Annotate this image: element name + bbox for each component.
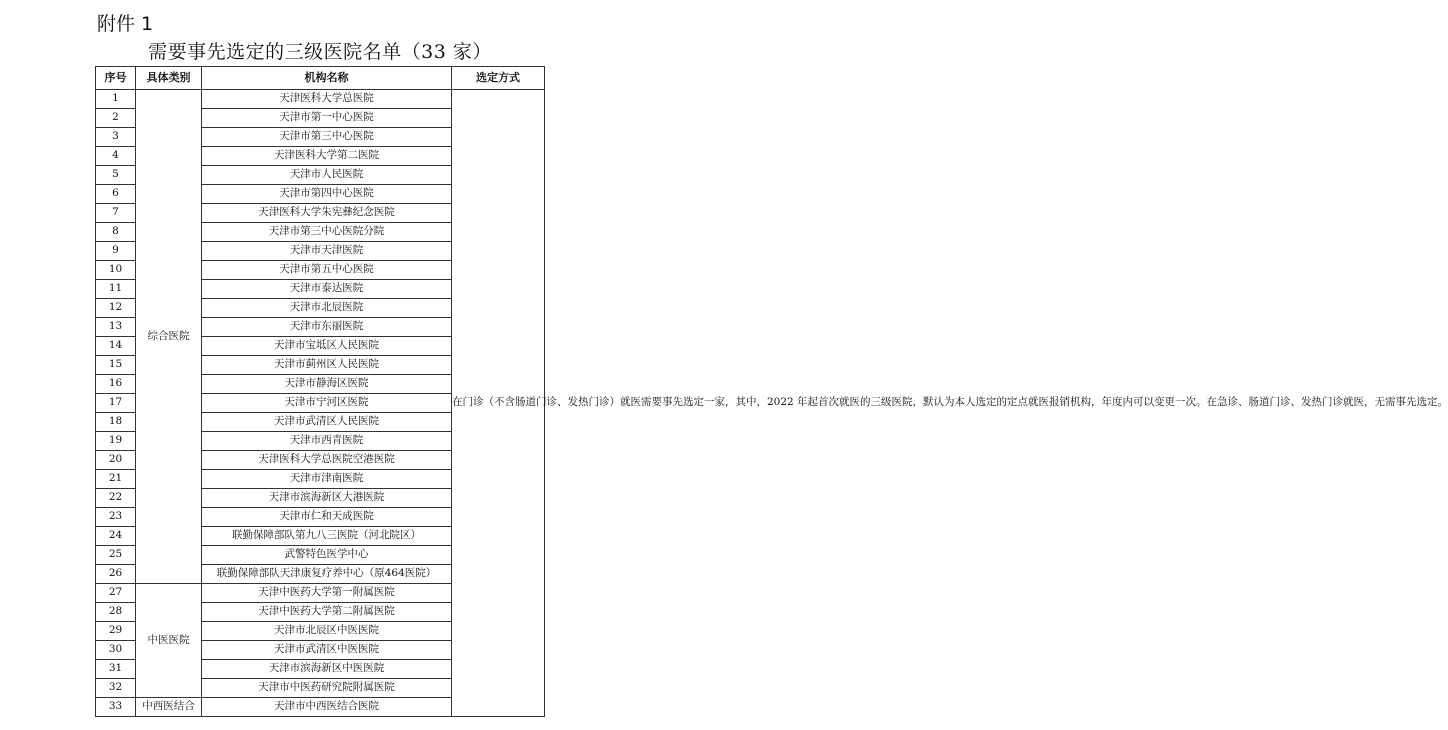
row-number: 17 bbox=[96, 394, 136, 413]
row-number: 8 bbox=[96, 223, 136, 242]
row-number: 1 bbox=[96, 90, 136, 109]
hospital-name: 天津市第一中心医院 bbox=[202, 109, 452, 128]
hospital-name: 天津市第四中心医院 bbox=[202, 185, 452, 204]
header-category: 具体类别 bbox=[136, 67, 202, 90]
header-method: 选定方式 bbox=[452, 67, 545, 90]
hospital-name: 天津中医药大学第二附属医院 bbox=[202, 603, 452, 622]
row-number: 3 bbox=[96, 128, 136, 147]
category-cell: 中医医院 bbox=[136, 584, 202, 698]
hospital-name: 武警特色医学中心 bbox=[202, 546, 452, 565]
row-number: 27 bbox=[96, 584, 136, 603]
selection-method-text: 在门诊（不含肠道门诊、发热门诊）就医需要事先选定一家，其中，2022 年起首次就医的三级医院，默认为本人选定的定点就医报销机构，年度内可以变更一次。在急诊、肠道门诊、发热门诊就医，无需事先选定。 bbox=[452, 90, 545, 717]
row-number: 11 bbox=[96, 280, 136, 299]
row-number: 32 bbox=[96, 679, 136, 698]
hospital-name: 天津市泰达医院 bbox=[202, 280, 452, 299]
row-number: 4 bbox=[96, 147, 136, 166]
row-number: 26 bbox=[96, 565, 136, 584]
hospital-name: 天津市天津医院 bbox=[202, 242, 452, 261]
category-cell: 中西医结合 bbox=[136, 698, 202, 717]
category-cell: 综合医院 bbox=[136, 90, 202, 584]
hospital-name: 天津医科大学总医院空港医院 bbox=[202, 451, 452, 470]
hospital-name: 天津中医药大学第一附属医院 bbox=[202, 584, 452, 603]
row-number: 29 bbox=[96, 622, 136, 641]
document-title: 需要事先选定的三级医院名单（33 家） bbox=[148, 41, 492, 63]
hospital-name: 天津市第三中心医院分院 bbox=[202, 223, 452, 242]
row-number: 19 bbox=[96, 432, 136, 451]
hospital-name: 天津市中医药研究院附属医院 bbox=[202, 679, 452, 698]
row-number: 30 bbox=[96, 641, 136, 660]
hospital-name: 天津市中西医结合医院 bbox=[202, 698, 452, 717]
row-number: 2 bbox=[96, 109, 136, 128]
hospital-name: 天津市宁河区医院 bbox=[202, 394, 452, 413]
row-number: 20 bbox=[96, 451, 136, 470]
hospital-name: 天津市第三中心医院 bbox=[202, 128, 452, 147]
hospital-name: 天津医科大学总医院 bbox=[202, 90, 452, 109]
row-number: 7 bbox=[96, 204, 136, 223]
attachment-label: 附件 1 bbox=[97, 13, 154, 35]
hospital-name: 天津市武清区中医医院 bbox=[202, 641, 452, 660]
row-number: 13 bbox=[96, 318, 136, 337]
hospital-name: 天津市东丽医院 bbox=[202, 318, 452, 337]
row-number: 12 bbox=[96, 299, 136, 318]
table-header-row bbox=[96, 67, 545, 90]
row-number: 31 bbox=[96, 660, 136, 679]
hospital-name: 天津市滨海新区中医医院 bbox=[202, 660, 452, 679]
hospital-name: 天津医科大学朱宪彝纪念医院 bbox=[202, 204, 452, 223]
row-number: 9 bbox=[96, 242, 136, 261]
hospital-name: 天津市津南医院 bbox=[202, 470, 452, 489]
header-name: 机构名称 bbox=[202, 67, 452, 90]
row-number: 25 bbox=[96, 546, 136, 565]
hospital-name: 天津市仁和天成医院 bbox=[202, 508, 452, 527]
hospital-name: 天津市滨海新区大港医院 bbox=[202, 489, 452, 508]
hospital-name: 天津市武清区人民医院 bbox=[202, 413, 452, 432]
hospital-table bbox=[95, 66, 1448, 717]
hospital-name: 天津市静海区医院 bbox=[202, 375, 452, 394]
row-number: 6 bbox=[96, 185, 136, 204]
hospital-name: 天津市蓟州区人民医院 bbox=[202, 356, 452, 375]
row-number: 24 bbox=[96, 527, 136, 546]
hospital-name: 联勤保障部队天津康复疗养中心（原464医院） bbox=[202, 565, 452, 584]
hospital-name: 天津市西青医院 bbox=[202, 432, 452, 451]
table-row bbox=[96, 90, 545, 109]
row-number: 10 bbox=[96, 261, 136, 280]
row-number: 16 bbox=[96, 375, 136, 394]
hospital-name: 天津市宝坻区人民医院 bbox=[202, 337, 452, 356]
hospital-name: 天津市第五中心医院 bbox=[202, 261, 452, 280]
table-body bbox=[96, 90, 1448, 717]
hospital-name: 天津市北辰医院 bbox=[202, 299, 452, 318]
row-number: 18 bbox=[96, 413, 136, 432]
hospital-name: 联勤保障部队第九八三医院（河北院区） bbox=[202, 527, 452, 546]
hospital-name: 天津市北辰区中医医院 bbox=[202, 622, 452, 641]
row-number: 21 bbox=[96, 470, 136, 489]
row-number: 33 bbox=[96, 698, 136, 717]
row-number: 23 bbox=[96, 508, 136, 527]
hospital-name: 天津医科大学第二医院 bbox=[202, 147, 452, 166]
row-number: 5 bbox=[96, 166, 136, 185]
header-no: 序号 bbox=[96, 67, 136, 90]
row-number: 15 bbox=[96, 356, 136, 375]
row-number: 14 bbox=[96, 337, 136, 356]
row-number: 28 bbox=[96, 603, 136, 622]
row-number: 22 bbox=[96, 489, 136, 508]
hospital-name: 天津市人民医院 bbox=[202, 166, 452, 185]
